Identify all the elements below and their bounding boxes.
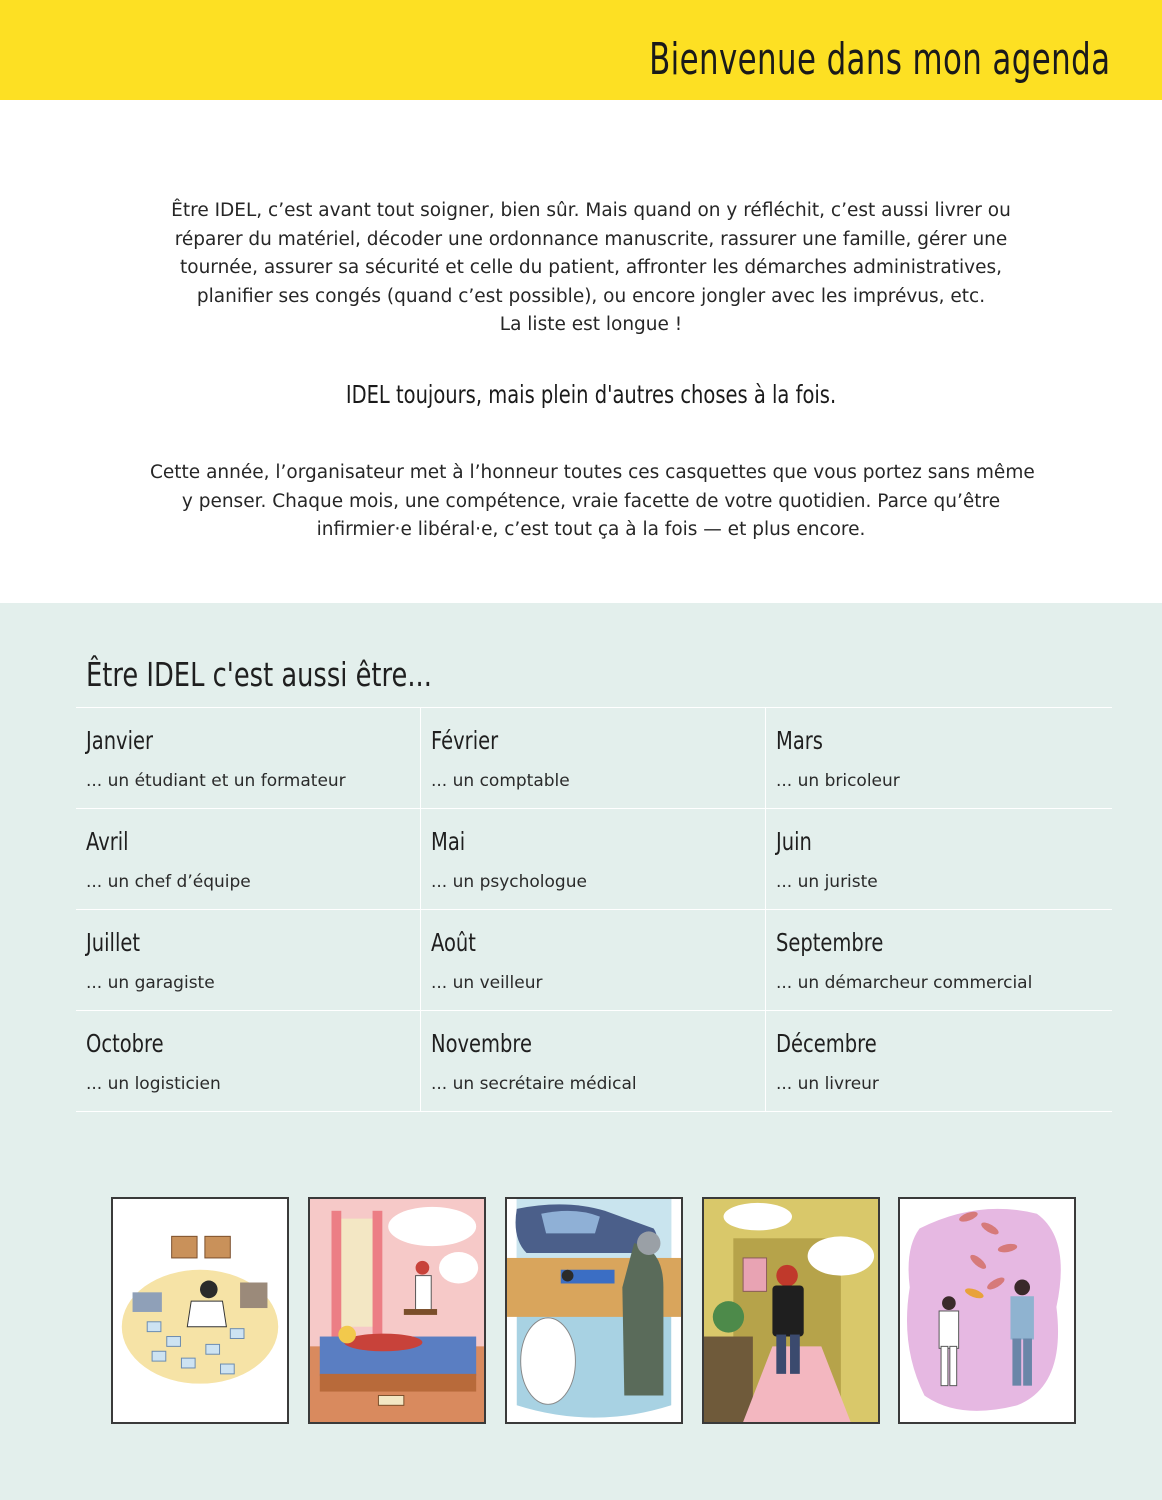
- intro-line: planifier ses congés (quand c’est possible), ou encore jongler avec les imprévus, etc.: [196, 285, 986, 307]
- body-line: Cette année, l’organisateur met à l’honneur toutes ces casquettes que vous portez sans même: [150, 462, 1035, 483]
- month-role: ... un juriste: [776, 872, 878, 892]
- month-role: ... un étudiant et un formateur: [86, 771, 346, 791]
- month-name: Janvier: [86, 726, 154, 755]
- month-cell-avril: [76, 809, 421, 910]
- intro-line: tournée, assurer sa sécurité et celle du patient, affronter les démarches administratives,: [180, 257, 1002, 279]
- month-role: ... un garagiste: [86, 973, 215, 993]
- month-role: ... un secrétaire médical: [431, 1074, 637, 1094]
- month-cell-mai: [421, 809, 766, 910]
- month-cell-novembre: [421, 1011, 766, 1112]
- intro-paragraph: [150, 197, 1032, 340]
- month-cell-juillet: [76, 910, 421, 1011]
- month-cell-juin: [766, 809, 1112, 910]
- month-cell-mars: [766, 708, 1112, 809]
- month-name: Mars: [776, 726, 823, 755]
- month-name: Décembre: [776, 1029, 877, 1058]
- page-title: Bienvenue dans mon agenda: [648, 34, 1110, 85]
- tagline: IDEL toujours, mais plein d'autres choses à la fois.: [345, 380, 837, 409]
- month-role: ... un livreur: [776, 1074, 879, 1094]
- month-cell-aout: [421, 910, 766, 1011]
- student-desk-illustration: [111, 1197, 289, 1424]
- intro-line: Être IDEL, c’est avant tout soigner, bien sûr. Mais quand on y réfléchit, c’est aussi livrer ou: [171, 200, 1011, 221]
- month-role: ... un chef d’équipe: [86, 872, 251, 892]
- garage-car-illustration: [505, 1197, 683, 1424]
- month-cell-decembre: [766, 1011, 1112, 1112]
- month-role: ... un veilleur: [431, 973, 543, 993]
- month-name: Octobre: [86, 1029, 164, 1058]
- month-role: ... un logisticien: [86, 1074, 221, 1094]
- month-cell-fevrier: [421, 708, 766, 809]
- month-name: Février: [431, 726, 499, 755]
- months-grid: [76, 707, 1112, 1112]
- night-visit-illustration: [702, 1197, 880, 1424]
- juggling-nurse-illustration: [898, 1197, 1076, 1424]
- month-cell-septembre: [766, 910, 1112, 1011]
- body-paragraph: [150, 459, 1035, 545]
- month-role: ... un démarcheur commercial: [776, 973, 1033, 993]
- intro-line: réparer du matériel, décoder une ordonnance manuscrite, rassurer une famille, gérer une: [174, 228, 1008, 250]
- month-name: Août: [431, 928, 476, 957]
- body-line: y penser. Chaque mois, une compétence, vraie facette de votre quotidien. Parce qu’être: [181, 490, 1001, 512]
- header-banner: [0, 0, 1162, 100]
- month-name: Novembre: [431, 1029, 533, 1058]
- month-name: Avril: [86, 827, 129, 856]
- month-cell-janvier: [76, 708, 421, 809]
- month-role: ... un psychologue: [431, 872, 587, 892]
- month-cell-octobre: [76, 1011, 421, 1112]
- body-line: infirmier·e libéral·e, c’est tout ça à la fois — et plus encore.: [316, 519, 866, 541]
- month-role: ... un comptable: [431, 771, 570, 791]
- illustrations-row: [111, 1197, 1076, 1424]
- month-name: Juillet: [86, 928, 141, 957]
- month-name: Juin: [776, 827, 812, 856]
- psychologist-bedroom-illustration: [308, 1197, 486, 1424]
- month-name: Mai: [431, 827, 466, 856]
- intro-line: La liste est longue !: [499, 314, 683, 336]
- section-title: Être IDEL c'est aussi être...: [86, 655, 432, 694]
- month-name: Septembre: [776, 928, 884, 957]
- month-role: ... un bricoleur: [776, 771, 900, 791]
